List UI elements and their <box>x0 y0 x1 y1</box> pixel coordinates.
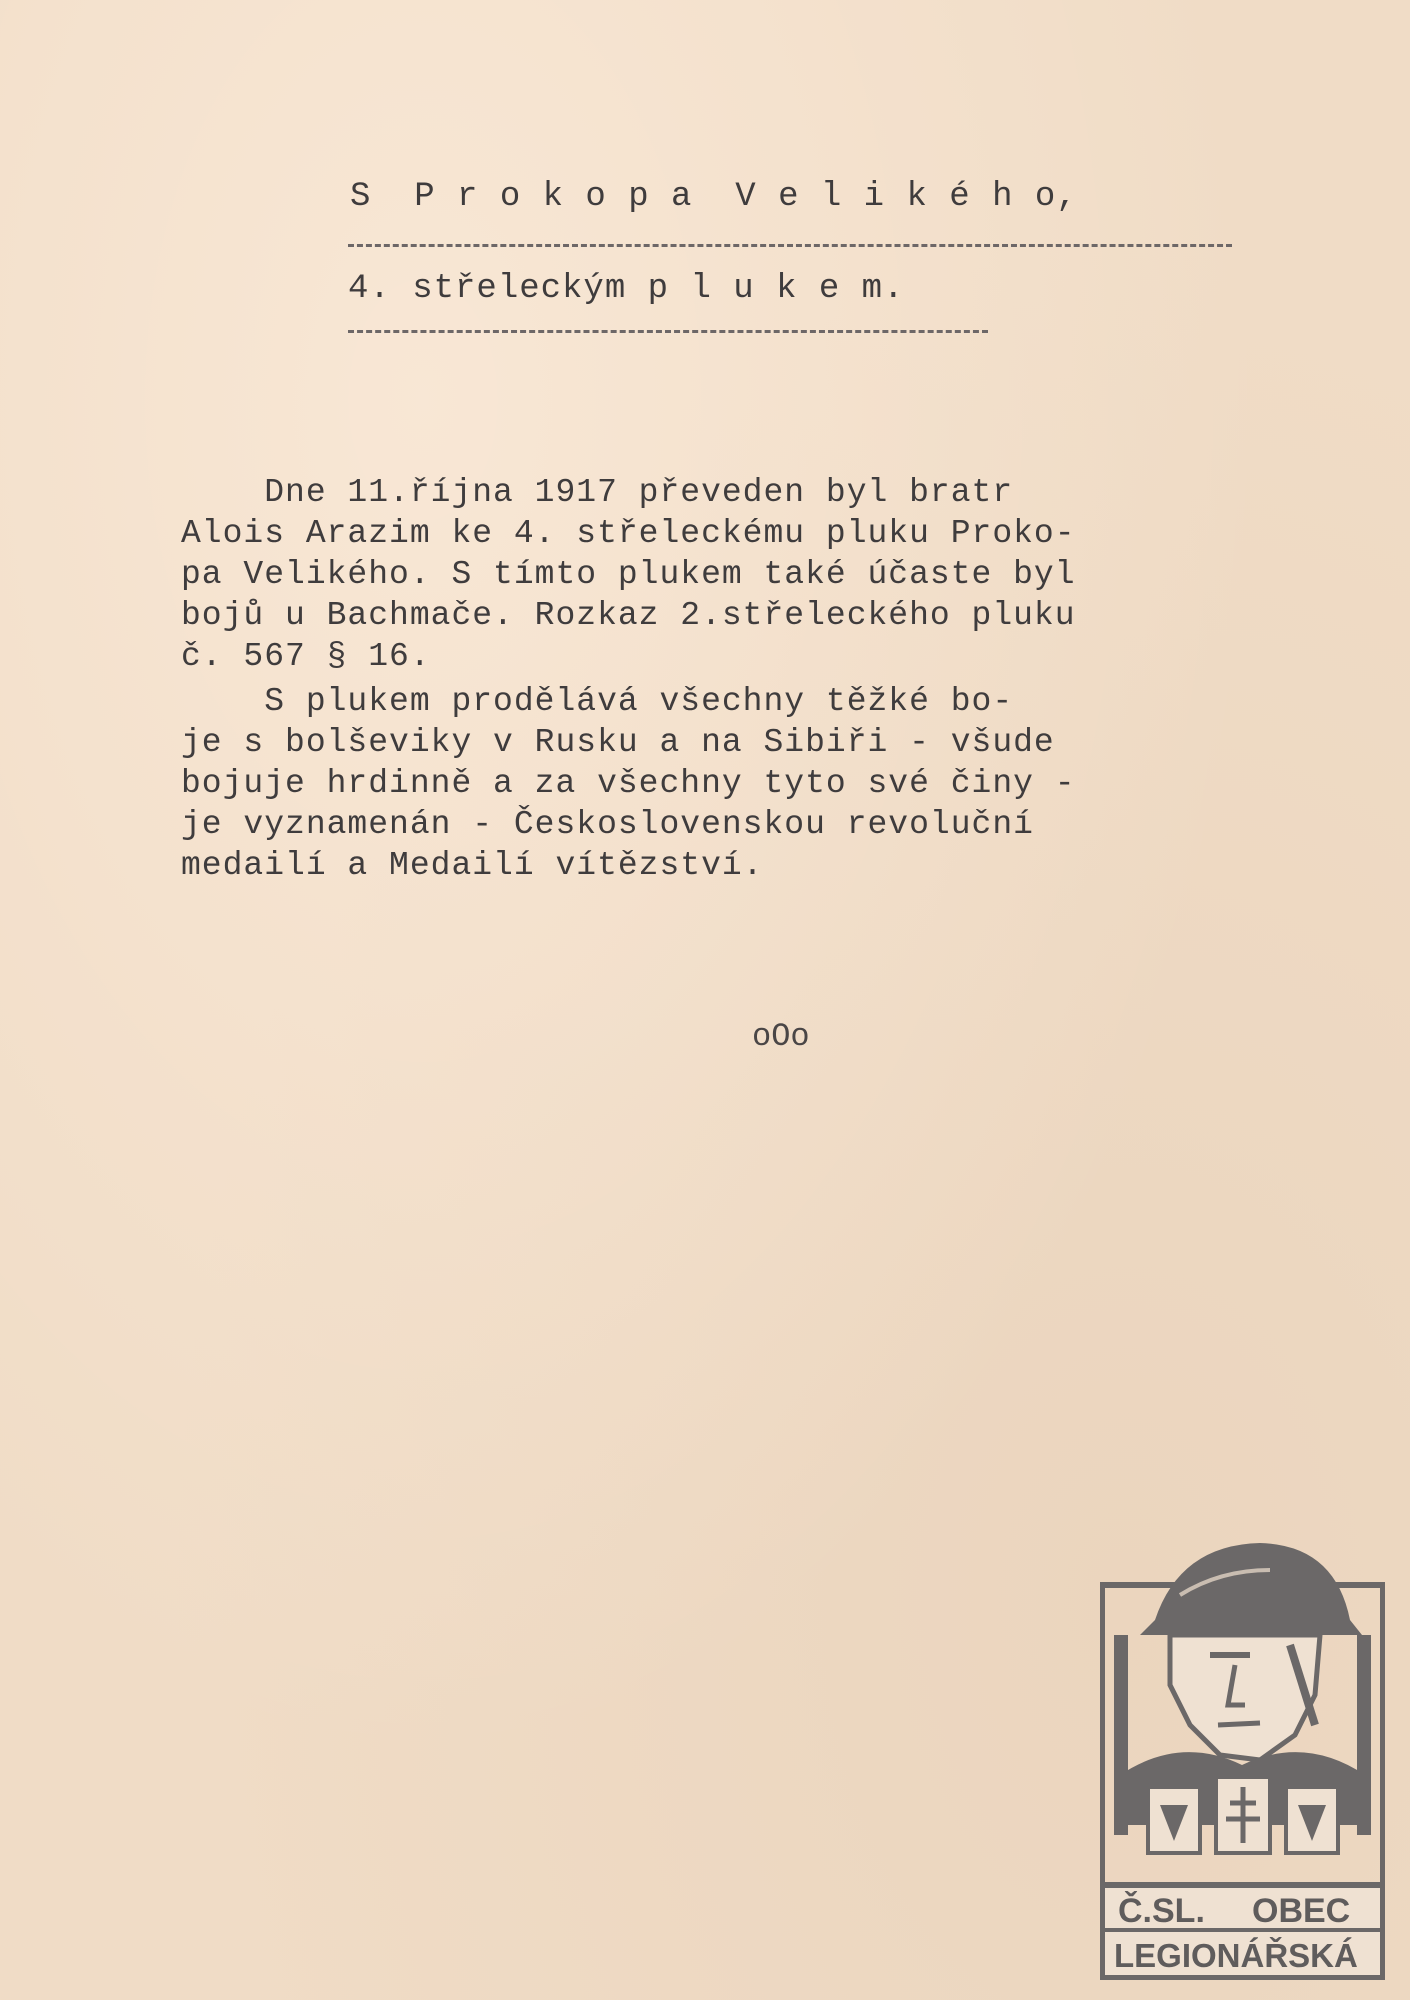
heading-underline-2 <box>348 330 988 333</box>
stamp-text-obec: OBEC <box>1252 1892 1351 1930</box>
body-line: je vyznamenán - Československou revoluční <box>181 806 1034 843</box>
legion-stamp-logo <box>1100 1525 1385 1980</box>
end-mark: oOo <box>752 1018 810 1055</box>
stamp-text-legionarska: LEGIONÁŘSKÁ <box>1114 1937 1358 1974</box>
body-line: S plukem prodělává všechny těžké bo- <box>181 683 1014 720</box>
heading-line-1: S P r o k o p a V e l i k é h o, <box>350 178 1078 216</box>
body-line: bojuje hrdinně a za všechny tyto své činy - <box>181 765 1076 802</box>
body-line: pa Velikého. S tímto plukem také účaste byl <box>181 556 1076 593</box>
heading-underline-1 <box>348 244 1232 247</box>
body-line: je s bolševiky v Rusku a na Sibiři - všude <box>181 724 1055 761</box>
body-line: bojů u Bachmače. Rozkaz 2.střeleckého pluku <box>181 597 1076 634</box>
body-line: Alois Arazim ke 4. střeleckému pluku Proko- <box>181 515 1076 552</box>
body-line: č. 567 § 16. <box>181 638 431 675</box>
body-line: Dne 11.října 1917 převeden byl bratr <box>181 474 1014 511</box>
body-line: medailí a Medailí vítězství. <box>181 847 764 884</box>
heading-line-2: 4. střeleckým p l u k e m. <box>348 270 905 308</box>
stamp-text-csl: Č.SL. <box>1118 1892 1205 1930</box>
